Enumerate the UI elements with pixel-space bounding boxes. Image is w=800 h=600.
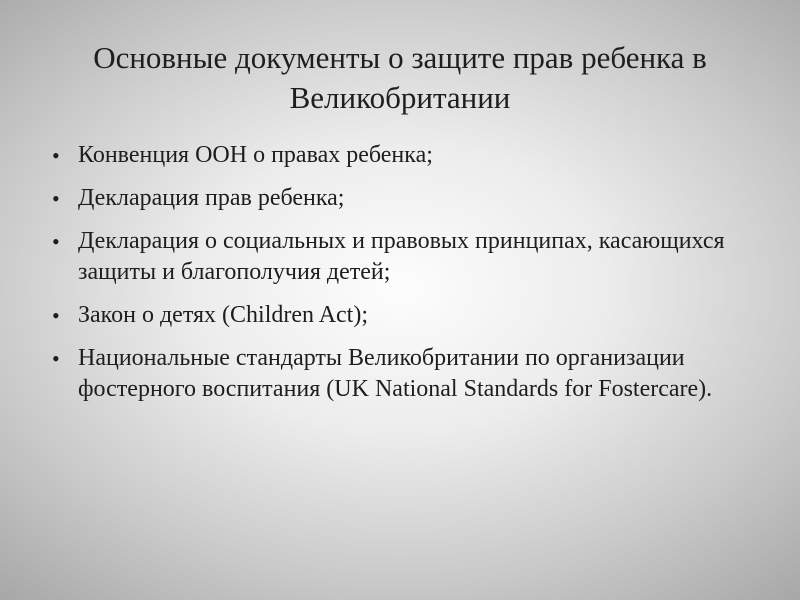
list-item-text: Национальные стандарты Великобритании по организации фостерного воспитания (UK National Standards for Fostercare). — [78, 345, 713, 402]
bullet-icon: • — [52, 229, 60, 254]
list-item-text: Декларация о социальных и правовых принципах, касающихся защиты и благополучия детей; — [78, 228, 725, 285]
bullet-icon: • — [52, 186, 60, 211]
list-item — [46, 300, 766, 331]
list-item — [46, 183, 766, 214]
bullet-icon: • — [52, 346, 60, 371]
list-item — [46, 140, 766, 171]
bullet-icon: • — [52, 303, 60, 328]
slide-title: Основные документы о защите прав ребенка в Великобритании — [93, 40, 707, 115]
list-item — [46, 343, 766, 405]
list-item-text: Закон о детях (Children Act); — [78, 302, 369, 328]
list-item — [46, 226, 766, 288]
bullet-icon: • — [52, 143, 60, 168]
list-item-text: Декларация прав ребенка; — [78, 185, 345, 211]
list-item-text: Конвенция ООН о правах ребенка; — [78, 142, 433, 168]
bullet-list — [46, 140, 766, 417]
